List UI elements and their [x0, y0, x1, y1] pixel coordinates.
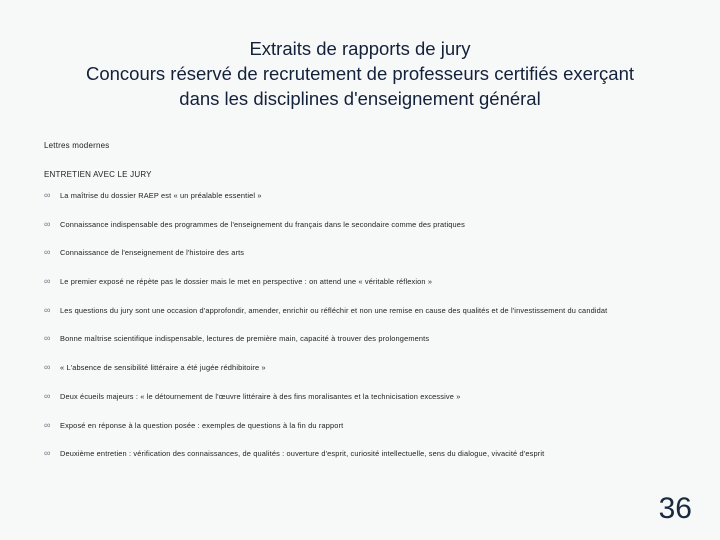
bullet-text: Exposé en réponse à la question posée : exemples de questions à la fin du rapport — [60, 420, 344, 430]
list-item — [44, 220, 694, 249]
bullet-text: Deuxième entretien : vérification des connaissances, de qualités : ouverture d'esprit, curiosité intellectuelle, sens du dialogue, vivacité d'esprit — [60, 449, 545, 459]
list-item — [44, 421, 694, 450]
bullet-text: La maîtrise du dossier RAEP est « un préalable essentiel » — [60, 191, 262, 200]
bullet-icon: ∞ — [44, 247, 51, 258]
list-item — [44, 277, 694, 306]
bullet-icon: ∞ — [44, 276, 51, 287]
bullet-icon: ∞ — [44, 448, 51, 459]
list-item — [44, 363, 694, 392]
bullet-icon: ∞ — [44, 190, 51, 200]
list-item — [44, 191, 694, 220]
section-heading: ENTRETIEN AVEC LE JURY — [44, 170, 152, 179]
list-item — [44, 306, 694, 335]
bullet-text: Les questions du jury sont une occasion d'approfondir, amender, enrichir ou réfléchir et non une remise en cause des qualités et de l'investissement du candidat — [60, 305, 608, 315]
bullet-text: Le premier exposé ne répète pas le dossier mais le met en perspective : on attend une « véritable réflexion » — [60, 277, 433, 287]
bullet-icon: ∞ — [44, 304, 51, 315]
bullet-text: Connaissance indispensable des programmes de l'enseignement du français dans le secondaire comme des pratiques — [60, 219, 465, 229]
bullet-text: Deux écueils majeurs : « le détournement de l'œuvre littéraire à des fins moralisantes et la technicisation excessive » — [60, 391, 461, 401]
page-number: 36 — [658, 492, 692, 525]
title-line-3: dans les disciplines d'enseignement général — [179, 88, 541, 109]
bullet-icon: ∞ — [44, 362, 51, 373]
bullet-icon: ∞ — [44, 419, 51, 430]
list-item — [44, 392, 694, 421]
bullet-icon: ∞ — [44, 333, 51, 344]
section-label: Lettres modernes — [44, 141, 110, 150]
title-line-1: Extraits de rapports de jury — [249, 38, 471, 59]
title-line-2: Concours réservé de recrutement de professeurs certifiés exerçant — [85, 63, 635, 84]
bullet-icon: ∞ — [44, 390, 51, 401]
bullet-icon: ∞ — [44, 218, 51, 229]
list-item — [44, 449, 694, 478]
bullet-text: « L'absence de sensibilité littéraire a été jugée rédhibitoire » — [60, 363, 266, 373]
bullet-text: Connaissance de l'enseignement de l'histoire des arts — [60, 248, 245, 258]
list-item — [44, 334, 694, 363]
slide-title — [0, 36, 720, 111]
bullet-text: Bonne maîtrise scientifique indispensable, lectures de première main, capacité à trouver des prolongements — [60, 334, 430, 344]
bullet-list — [44, 191, 694, 478]
list-item — [44, 248, 694, 277]
